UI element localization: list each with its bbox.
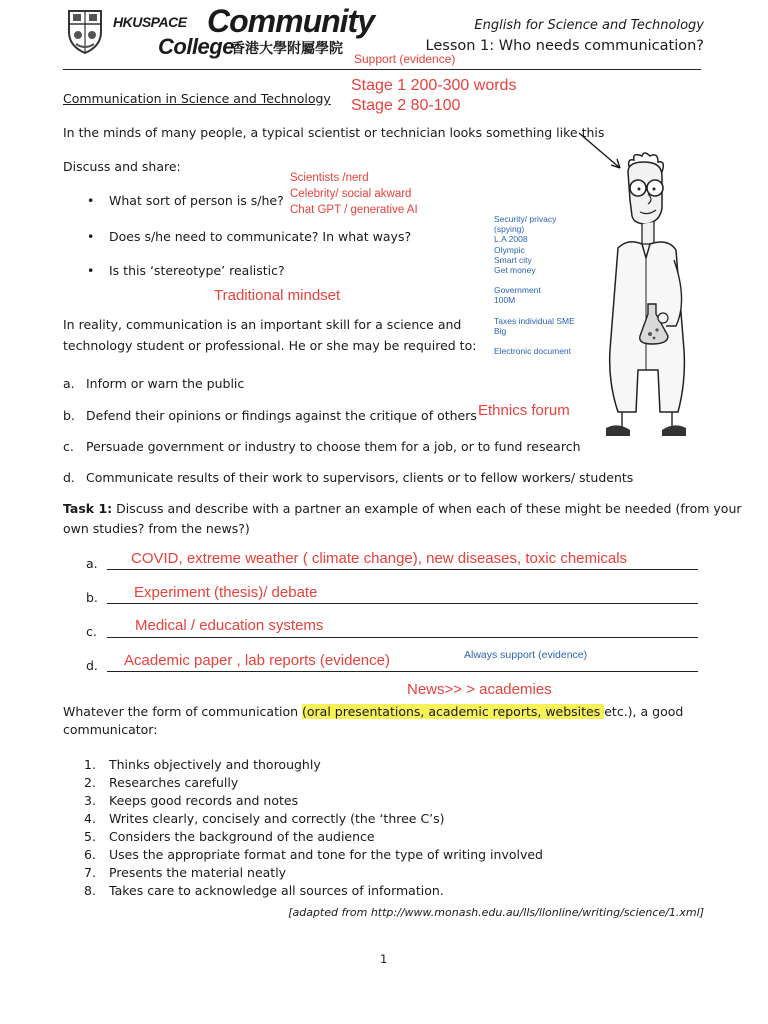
annotation-line: L.A 2008 [494,234,528,245]
annotation-spacer [494,275,575,285]
annotation-line: Smart city [494,254,532,265]
task-instruction-line2: own studies? from the news?) [63,521,250,536]
list-text: Researches carefully [109,775,239,790]
course-title: English for Science and Technology [474,18,704,33]
intro-text: In the minds of many people, a typical scientist or technician looks something like this [63,125,605,140]
task-instruction-line1 [63,501,742,516]
section-title: Communication in Science and Technology [63,91,331,106]
question-item: • What sort of person is s/he? [109,193,284,208]
annotation-line: Get money [494,265,536,276]
task-label: Task 1: [63,501,113,516]
answer-line [107,671,698,672]
duty-letter: b. [63,408,75,423]
answer-line [107,569,698,570]
answer-letter: a. [86,556,98,571]
list-text: Thinks objectively and thoroughly [109,757,321,772]
lesson-title: Lesson 1: Who needs communication? [425,38,704,54]
list-number: 3. [84,793,96,808]
list-text: Uses the appropriate format and tone for the type of writing involved [109,847,543,862]
question-item: • Does s/he need to communicate? In what ways? [109,229,411,244]
annotation-stage1: Stage 1 200-300 words [351,77,517,94]
list-text: Takes care to acknowledge all sources of information. [109,883,444,898]
source-citation: [adapted from http://www.monash.edu.au/lls/llonline/writing/science/1.xml] [288,906,704,919]
annotation-line: Taxes individual SME [494,315,575,326]
annotation-line: Electronic document [494,346,572,357]
page-number: 1 [380,952,388,966]
answer-letter: c. [86,624,97,639]
college-crest-logo [66,8,104,54]
list-number: 1. [84,757,96,772]
duty-letter: c. [63,439,74,454]
form-paragraph-line2: communicator: [63,722,158,737]
answer-line [107,603,698,604]
list-number: 4. [84,811,96,826]
annotation-line: Security/ privacy [494,214,557,224]
annotation-line: Chat GPT / generative AI [290,204,418,216]
list-number: 8. [84,883,96,898]
list-number: 6. [84,847,96,862]
answer-b-text: Experiment (thesis)/ debate [134,584,318,601]
question-item: • Is this ‘stereotype’ realistic? [109,263,285,278]
annotation-line: Big [494,325,507,336]
logo-chinese-text: 香港大學附屬學院 [231,41,343,57]
annotation-line: Celebrity/ social akward [290,188,412,200]
list-text: Writes clearly, concisely and correctly (the ‘three C’s) [109,811,445,826]
answer-letter: b. [86,590,98,605]
list-text: Considers the background of the audience [109,829,375,844]
reality-text-line2: technology student or professional. He or she may be required to: [63,338,477,353]
annotation-always-support: Always support (evidence) [464,649,588,661]
annotation-news-academies: News>> > academies [407,681,552,698]
list-number: 7. [84,865,96,880]
annotation-spacer [494,336,575,346]
answer-c-text: Medical / education systems [135,617,324,634]
list-text: Keeps good records and notes [109,793,299,808]
annotation-scientists-notes [290,170,418,218]
annotation-spacer [494,306,575,316]
annotation-traditional-mindset: Traditional mindset [214,287,341,304]
annotation-line: Government [494,285,541,296]
logo-college-text: College [158,34,234,59]
header-divider [63,69,701,70]
duty-letter: a. [63,376,75,391]
reality-text-line1: In reality, communication is an important skill for a science and [63,317,462,332]
annotation-line: Scientists /nerd [290,172,369,184]
annotation-line: 100M [494,295,516,306]
duty-text: Communicate results of their work to supervisors, clients or to fellow workers/ students [86,470,634,485]
annotation-stage2: Stage 2 80-100 [351,97,461,114]
duty-text: Persuade government or industry to choose them for a job, or to fund research [86,439,581,454]
answer-line [107,637,698,638]
list-number: 2. [84,775,96,790]
list-number: 5. [84,829,96,844]
logo-community-text: Community [207,3,374,39]
duty-letter: d. [63,470,75,485]
annotation-line: (spying) [494,224,525,235]
logo-hkuspace-text: HKUSPACE [113,14,187,30]
answer-d-text: Academic paper , lab reports (evidence) [124,652,390,669]
duty-text: Defend their opinions or findings against the critique of others [86,408,477,423]
annotation-support-evidence: Support (evidence) [354,52,456,66]
answer-a-text: COVID, extreme weather ( climate change), new diseases, toxic chemicals [131,550,628,567]
form-paragraph-line1 [63,704,683,719]
task-text: Discuss and describe with a partner an example of when each of these might be needed (from your [112,501,742,516]
duty-text: Inform or warn the public [86,376,245,391]
scientist-cartoon-illustration [588,150,698,442]
annotation-line: Olympic [494,244,525,255]
annotation-blue-notes [494,214,575,356]
discuss-prompt: Discuss and share: [63,159,181,174]
list-text: Presents the material neatly [109,865,287,880]
annotation-ethics-forum: Ethnics forum [478,402,570,419]
answer-letter: d. [86,658,98,673]
form-text-post: etc.), a good [604,704,684,719]
form-text-pre: Whatever the form of communication [63,704,303,719]
form-text-highlight: (oral presentations, academic reports, websites [302,704,605,719]
